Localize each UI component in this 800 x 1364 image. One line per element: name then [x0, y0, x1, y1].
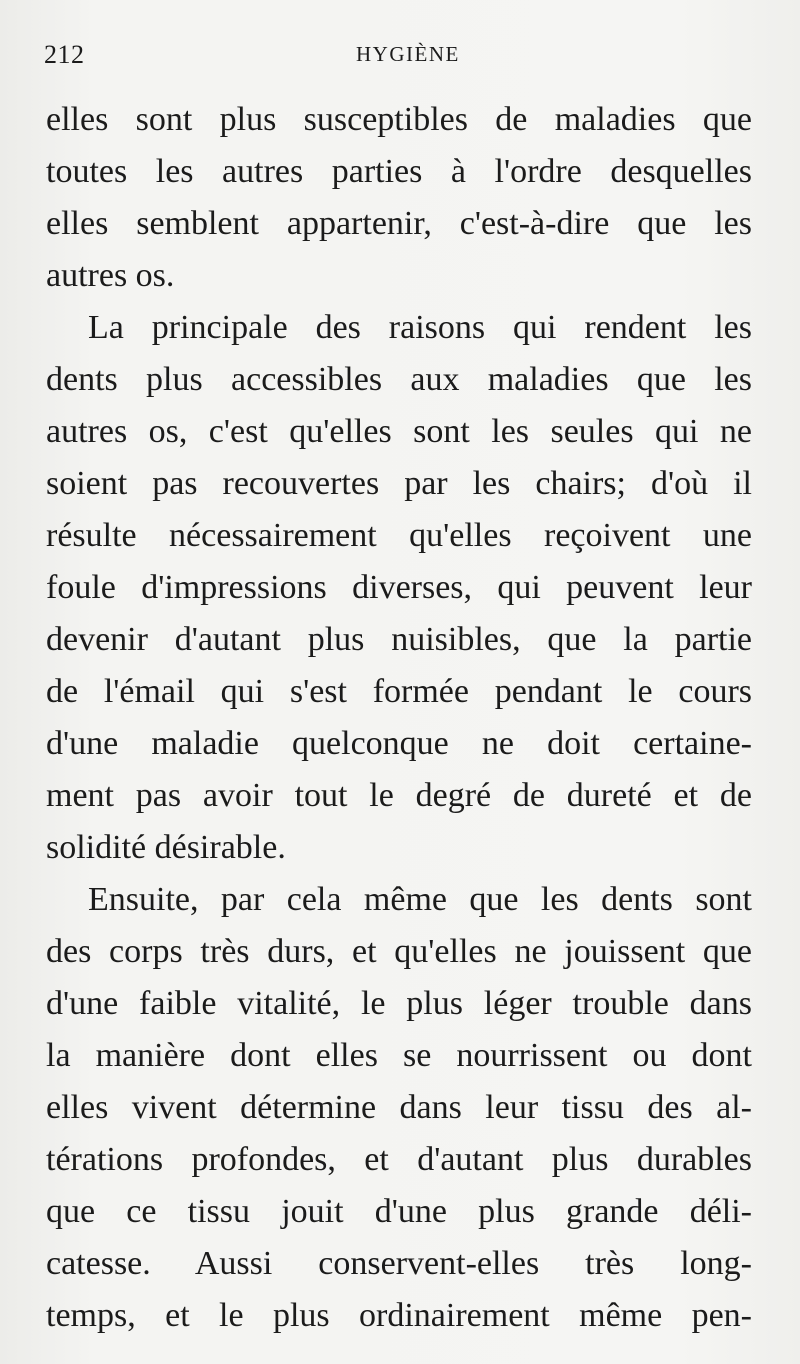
paragraph	[46, 302, 752, 874]
text-line: Ensuite, par cela même que les dents sont	[88, 881, 752, 918]
text-line: térations profondes, et d'autant plus durables	[46, 1141, 752, 1178]
text-line: devenir d'autant plus nuisibles, que la partie	[46, 621, 752, 658]
text-line: d'une faible vitalité, le plus léger trouble dans	[46, 985, 752, 1022]
text-line: des corps très durs, et qu'elles ne jouissent que	[46, 933, 752, 970]
text-line: solidité désirable.	[46, 829, 286, 866]
text-line: autres os, c'est qu'elles sont les seules qui ne	[46, 413, 752, 450]
paragraph	[46, 94, 752, 302]
text-line: soient pas recouvertes par les chairs; d'où il	[46, 465, 752, 502]
text-line: elles vivent détermine dans leur tissu des al-	[46, 1089, 752, 1126]
text-line: de l'émail qui s'est formée pendant le cours	[46, 673, 752, 710]
paragraph	[46, 874, 752, 1342]
page-header	[44, 36, 756, 76]
text-line: autres os.	[46, 257, 175, 294]
text-line: résulte nécessairement qu'elles reçoivent une	[46, 517, 752, 554]
body-text	[46, 94, 752, 1342]
text-line: elles sont plus susceptibles de maladies que	[46, 101, 752, 138]
running-title: HYGIÈNE	[356, 42, 460, 66]
text-line: la manière dont elles se nourrissent ou dont	[46, 1037, 752, 1074]
text-line: La principale des raisons qui rendent les	[88, 309, 752, 346]
page-number: 212	[44, 40, 85, 69]
text-line: dents plus accessibles aux maladies que les	[46, 361, 752, 398]
text-line: elles semblent appartenir, c'est-à-dire que les	[46, 205, 752, 242]
text-line: ment pas avoir tout le degré de dureté et de	[46, 777, 752, 814]
text-line: d'une maladie quelconque ne doit certaine-	[46, 725, 752, 762]
text-line: toutes les autres parties à l'ordre desquelles	[46, 153, 752, 190]
text-line: temps, et le plus ordinairement même pen-	[46, 1297, 752, 1334]
text-line: que ce tissu jouit d'une plus grande déli-	[46, 1193, 752, 1230]
text-line: foule d'impressions diverses, qui peuvent leur	[46, 569, 752, 606]
text-line: catesse. Aussi conservent-elles très long-	[46, 1245, 752, 1282]
